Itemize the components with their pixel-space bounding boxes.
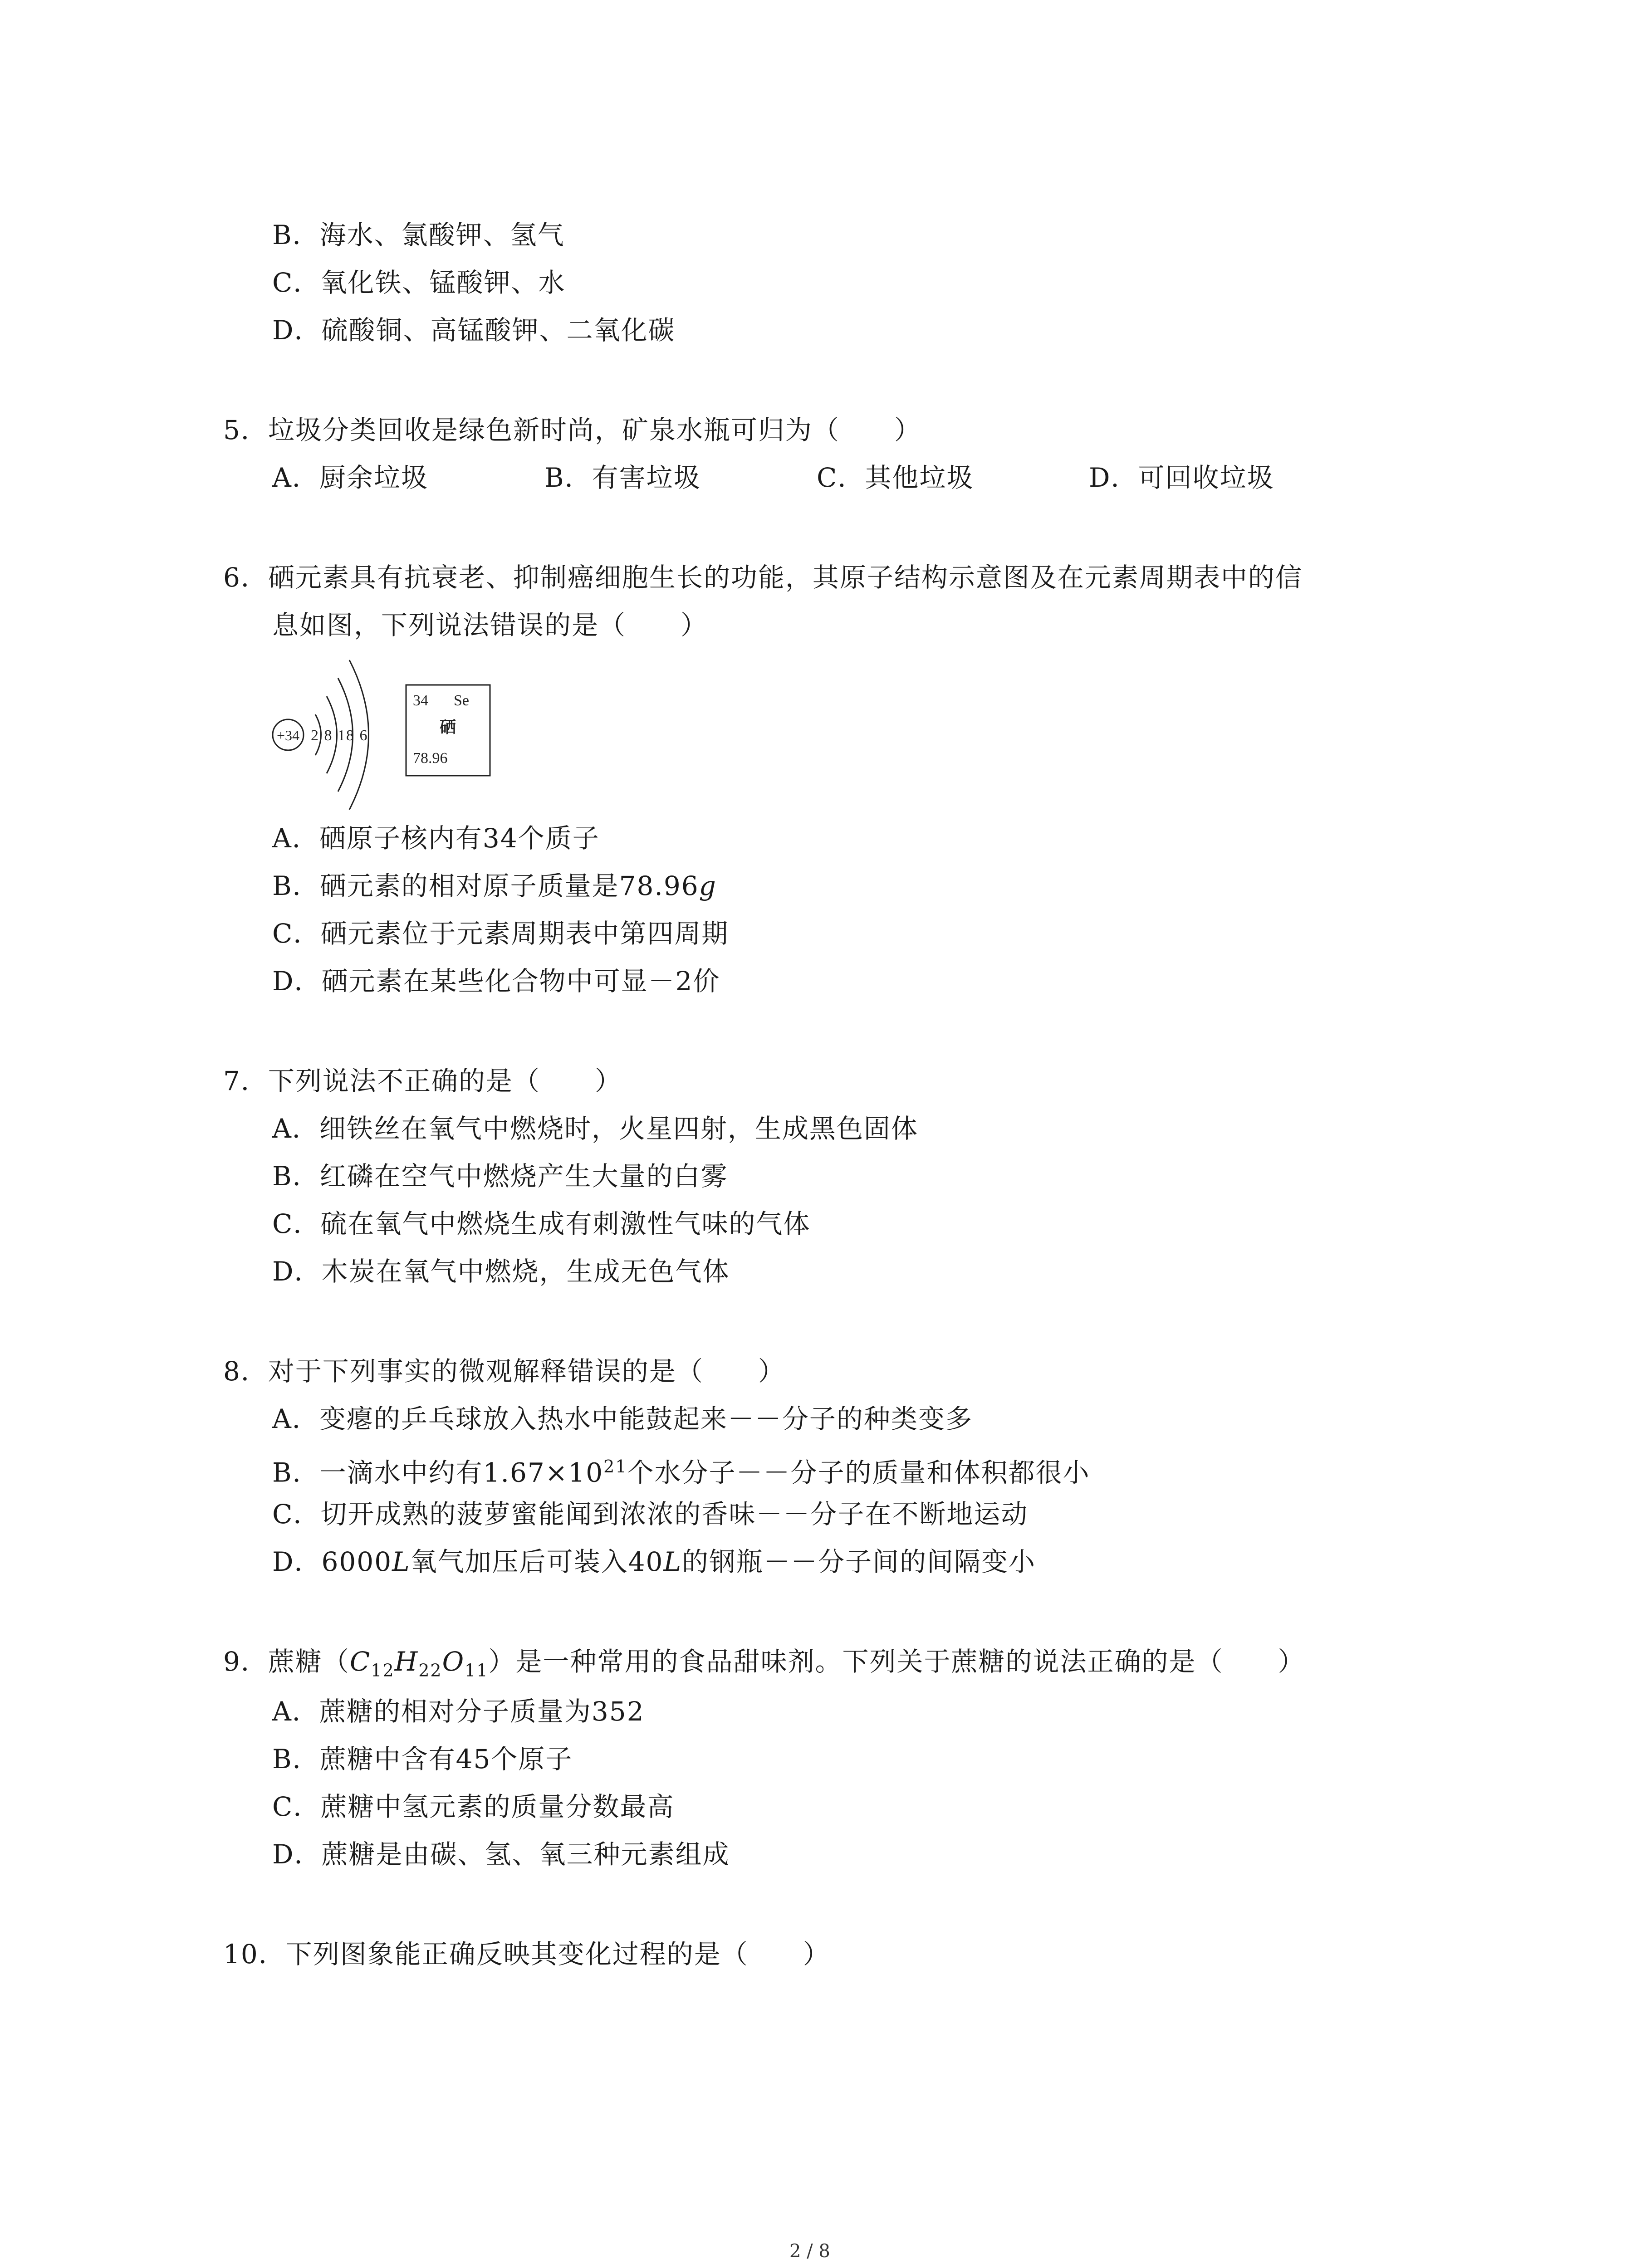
q8-option-d-p2: 氧气加压后可装入40	[410, 1546, 664, 1577]
q8-option-b	[272, 1448, 1090, 1491]
q8-option-b-prefix: B．一滴水中约有1.67×10	[272, 1457, 604, 1488]
q6-option-c: C．硒元素位于元素周期表中第四周期	[272, 918, 729, 949]
q7-option-d: D．木炭在氧气中燃烧，生成无色气体	[272, 1256, 730, 1287]
q10-stem: 10．下列图象能正确反映其变化过程的是（ ）	[223, 1939, 830, 1970]
q5-option-c: C．其他垃圾	[817, 462, 974, 493]
q6-option-b-text: B．硒元素的相对原子质量是78.96	[272, 870, 699, 901]
q7-option-a: A．细铁丝在氧气中燃烧时，火星四射，生成黑色固体	[272, 1113, 918, 1144]
electron-counts: 2 8 18 6	[311, 727, 368, 744]
element-name: 硒	[439, 718, 456, 737]
atomic-number: 34	[413, 692, 428, 709]
q9-formula-o: O	[442, 1646, 465, 1677]
q8-option-d	[272, 1544, 1036, 1580]
page-number: 2 / 8	[789, 2241, 830, 2262]
q8-option-d-p1: D．6000	[272, 1546, 392, 1577]
q7-stem: 7．下列说法不正确的是（ ）	[223, 1066, 622, 1096]
q5-option-d: D．可回收垃圾	[1089, 462, 1274, 493]
nucleus-charge: +34	[276, 727, 300, 743]
q8-option-d-unit1: L	[392, 1546, 411, 1577]
q9-stem-suffix: ）是一种常用的食品甜味剂。下列关于蔗糖的说法正确的是（ ）	[488, 1646, 1305, 1677]
q4-option-b: B．海水、氯酸钾、氢气	[272, 220, 565, 250]
q6-option-a: A．硒原子核内有34个质子	[272, 823, 600, 854]
q5-option-a: A．厨余垃圾	[272, 462, 428, 493]
q9-option-a: A．蔗糖的相对分子质量为352	[272, 1696, 645, 1727]
q6-option-b	[272, 868, 717, 904]
q6-option-d: D．硒元素在某些化合物中可显－2价	[272, 966, 720, 997]
q8-option-d-unit2: L	[663, 1546, 682, 1577]
q7-option-c: C．硫在氧气中燃烧生成有刺激性气味的气体	[272, 1208, 811, 1239]
q8-option-b-exponent: 21	[603, 1457, 627, 1476]
q6-stem-line1: 6．硒元素具有抗衰老、抑制癌细胞生长的功能，其原子结构示意图及在元素周期表中的信	[223, 562, 1303, 593]
q9-stem-prefix: 9．蔗糖（	[223, 1646, 350, 1677]
q8-option-d-p3: 的钢瓶－－分子间的间隔变小	[681, 1546, 1036, 1577]
q7-option-b: B．红磷在空气中燃烧产生大量的白雾	[272, 1161, 728, 1192]
q5-options	[272, 459, 1452, 496]
q4-option-d: D．硫酸铜、高锰酸钾、二氧化碳	[272, 315, 676, 346]
q8-stem: 8．对于下列事实的微观解释错误的是（ ）	[223, 1356, 785, 1387]
q9-formula-c-count: 12	[371, 1660, 395, 1681]
q5-stem: 5．垃圾分类回收是绿色新时尚，矿泉水瓶可归为（ ）	[223, 415, 921, 445]
q9-formula-h: H	[394, 1646, 419, 1677]
q5-option-b: B．有害垃圾	[544, 462, 701, 493]
selenium-figure	[265, 644, 501, 818]
q8-option-a: A．变瘪的乒乓球放入热水中能鼓起来－－分子的种类变多	[272, 1403, 973, 1434]
q4-option-c: C．氧化铁、锰酸钾、水	[272, 267, 566, 298]
q9-formula-c: C	[349, 1646, 371, 1677]
atomic-mass: 78.96	[413, 750, 448, 767]
q9-stem	[223, 1643, 1305, 1689]
element-symbol: Se	[454, 692, 469, 709]
q9-option-b: B．蔗糖中含有45个原子	[272, 1744, 573, 1774]
q9-option-d: D．蔗糖是由碳、氢、氧三种元素组成	[272, 1839, 730, 1870]
q9-formula-o-count: 11	[465, 1660, 489, 1681]
q8-option-b-suffix: 个水分子－－分子的质量和体积都很小	[627, 1457, 1090, 1488]
q9-formula-h-count: 22	[418, 1660, 442, 1681]
q6-option-b-unit: g	[699, 870, 717, 901]
q8-option-c: C．切开成熟的菠萝蜜能闻到浓浓的香味－－分子在不断地运动	[272, 1499, 1029, 1530]
q6-stem-line2: 息如图，下列说法错误的是（ ）	[272, 610, 708, 640]
selenium-atom-diagram	[265, 644, 501, 816]
q9-option-c: C．蔗糖中氢元素的质量分数最高	[272, 1791, 675, 1822]
